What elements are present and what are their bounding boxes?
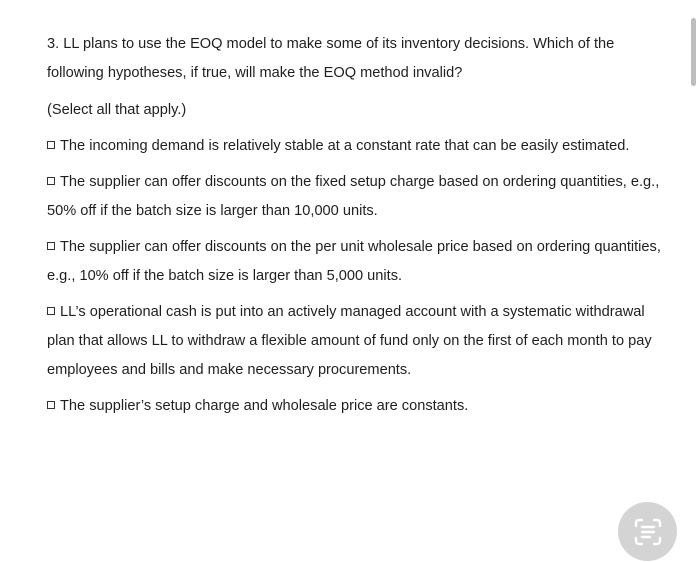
question-instruction: (Select all that apply.) <box>47 102 187 118</box>
text-scan-icon <box>633 517 663 547</box>
checkbox[interactable] <box>47 307 55 315</box>
answer-option[interactable] <box>47 298 667 385</box>
answer-option[interactable] <box>47 233 667 291</box>
checkbox[interactable] <box>47 141 55 149</box>
answer-option[interactable] <box>47 392 667 421</box>
answer-option[interactable] <box>47 132 667 161</box>
scrollbar-thumb[interactable] <box>691 18 696 86</box>
answer-option[interactable] <box>47 168 667 226</box>
option-label: LL’s operational cash is put into an actively managed account with a systematic withdrawal plan that allows LL to withdraw a flexible amount of fund only on the first of each month to pay employees and bills and make necessary procurements. <box>47 304 652 378</box>
option-label: The supplier’s setup charge and wholesale price are constants. <box>60 398 469 414</box>
option-label: The supplier can offer discounts on the fixed setup charge based on ordering quantities, e.g., 50% off if the batch size is larger than 10,000 units. <box>47 174 660 219</box>
checkbox[interactable] <box>47 242 55 250</box>
question-text: 3. LL plans to use the EOQ model to make some of its inventory decisions. Which of the following hypotheses, if true, will make the EOQ method invalid? <box>47 36 615 81</box>
option-label: The supplier can offer discounts on the per unit wholesale price based on ordering quantities, e.g., 10% off if the batch size is larger than 5,000 units. <box>47 239 661 284</box>
option-label: The incoming demand is relatively stable at a constant rate that can be easily estimated. <box>60 138 630 154</box>
question-content <box>47 30 667 421</box>
checkbox[interactable] <box>47 177 55 185</box>
answer-options <box>47 132 667 421</box>
checkbox[interactable] <box>47 401 55 409</box>
text-scan-button[interactable] <box>618 502 677 561</box>
